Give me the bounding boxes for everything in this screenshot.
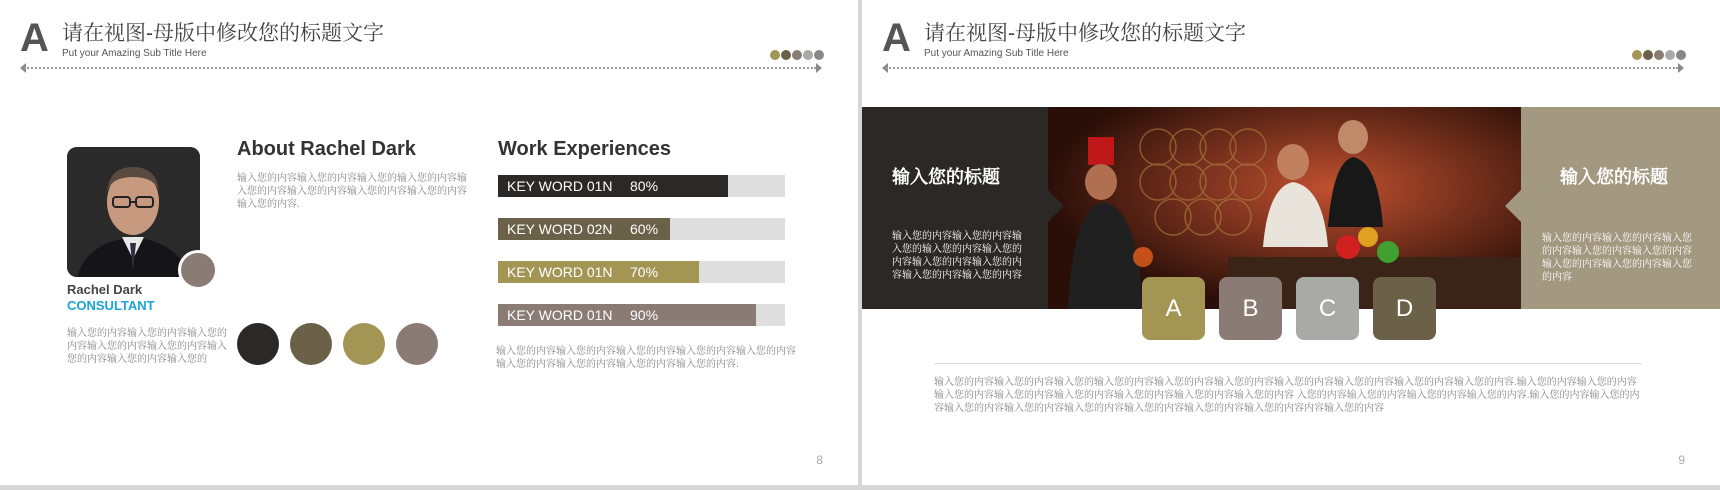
- slide-8[interactable]: [0, 0, 858, 485]
- body-divider: [934, 363, 1642, 364]
- about-title: About Rachel Dark: [237, 138, 416, 160]
- color-swatch: [396, 323, 438, 365]
- skill-bar-percent: 70%: [630, 264, 659, 280]
- slide-title: 请在视图-母版中修改您的标题文字: [924, 22, 1246, 45]
- divider-arrow-right-icon: [816, 63, 822, 73]
- header-dot: [1654, 50, 1664, 60]
- work-title: Work Experiences: [498, 138, 672, 160]
- header-logo-letter: A: [20, 16, 47, 60]
- skill-bar: [498, 218, 785, 240]
- slide-title: 请在视图-母版中修改您的标题文字: [62, 22, 384, 45]
- skill-bar-fill: [498, 218, 670, 240]
- person-description: 输入您的内容输入您的内容输入您的内容输入您的内容输入您的内容输入您的内容输入您的内容输入您的: [67, 328, 227, 365]
- about-text: 输入您的内容输入您的内容输入您的输入您的内容输入您的内容输入您的内容输入您的内容输入您的内容输入您的内容.: [237, 173, 467, 210]
- skill-bar-percent: 60%: [630, 221, 659, 237]
- header-divider: [886, 67, 1678, 69]
- skill-bar-label: KEY WORD 01N: [507, 307, 613, 323]
- skill-bar-percent: 80%: [630, 178, 659, 194]
- skill-bar-fill: [498, 175, 728, 197]
- skill-bar: [498, 304, 785, 326]
- header-dot-row: [770, 50, 824, 60]
- left-panel-title: 输入您的标题: [892, 167, 1000, 187]
- skill-bar: [498, 175, 785, 197]
- restaurant-photo: [1048, 107, 1521, 309]
- color-swatch: [290, 323, 332, 365]
- header-dot-row: [1632, 50, 1686, 60]
- divider-arrow-right-icon: [1678, 63, 1684, 73]
- person-role: CONSULTANT: [67, 298, 155, 313]
- left-panel-text: 输入您的内容输入您的内容输入您的输入您的内容输入您的内容输入您的内容输入您的内容输入您的内容输入您的内容: [892, 231, 1022, 281]
- header-dot: [792, 50, 802, 60]
- header-dot: [814, 50, 824, 60]
- portrait-image: [67, 147, 200, 277]
- restaurant-image: [1048, 107, 1521, 309]
- header-dot: [1632, 50, 1642, 60]
- slide-subtitle: Put your Amazing Sub Title Here: [62, 48, 207, 59]
- left-panel-pointer: [1048, 190, 1064, 222]
- skill-bar-label: KEY WORD 01N: [507, 178, 613, 194]
- skill-bar-fill: [498, 304, 756, 326]
- header-dot: [781, 50, 791, 60]
- slide-subtitle: Put your Amazing Sub Title Here: [924, 48, 1069, 59]
- slide-9[interactable]: [862, 0, 1720, 485]
- right-panel-text: 输入您的内容输入您的内容输入您的内容输入您的内容输入您的内容输入您的内容输入您的内容输入您的内容: [1542, 233, 1692, 283]
- page-number: 9: [1678, 453, 1685, 467]
- right-panel-title: 输入您的标题: [1560, 167, 1668, 187]
- tile-a: A: [1142, 277, 1205, 340]
- header-dot: [1665, 50, 1675, 60]
- header-logo-letter: A: [882, 16, 909, 60]
- skill-bar-label: KEY WORD 02N: [507, 221, 613, 237]
- work-text: 输入您的内容输入您的内容输入您的内容输入您的内容输入您的内容输入您的内容输入您的内容输入您的内容输入您的内容.: [496, 346, 796, 370]
- right-panel-pointer: [1505, 190, 1521, 222]
- header-dot: [1643, 50, 1653, 60]
- person-name: Rachel Dark: [67, 282, 143, 297]
- tile-b: B: [1219, 277, 1282, 340]
- page-number: 8: [816, 453, 823, 467]
- header-dot: [770, 50, 780, 60]
- tile-c: C: [1296, 277, 1359, 340]
- tile-d: D: [1373, 277, 1436, 340]
- skill-bar-label: KEY WORD 01N: [507, 264, 613, 280]
- profile-photo: [67, 147, 200, 277]
- skill-bar: [498, 261, 785, 283]
- header-dot: [1676, 50, 1686, 60]
- color-swatch: [343, 323, 385, 365]
- header-dot: [803, 50, 813, 60]
- profile-accent-circle: [178, 250, 218, 290]
- skill-bar-percent: 90%: [630, 307, 659, 323]
- skill-bar-fill: [498, 261, 699, 283]
- body-text: 输入您的内容输入您的内容输入您的输入您的内容输入您的内容输入您的内容输入您的内容输入您的内容输入您的内容输入您的内容.输入您的内容输入您的内容输入您的内容输入您的内容输入您的内容输入您的内容输入您的内容输入您的内容 入您的内容输入您的内容输入您的内容输入您的内容.输入您的内容输入您的内容输入您的内容输入您的内容输入您的内容输入您的内容输入您的内容输入您的内容内容输入您的内容: [934, 377, 1640, 414]
- color-swatch: [237, 323, 279, 365]
- header-divider: [24, 67, 816, 69]
